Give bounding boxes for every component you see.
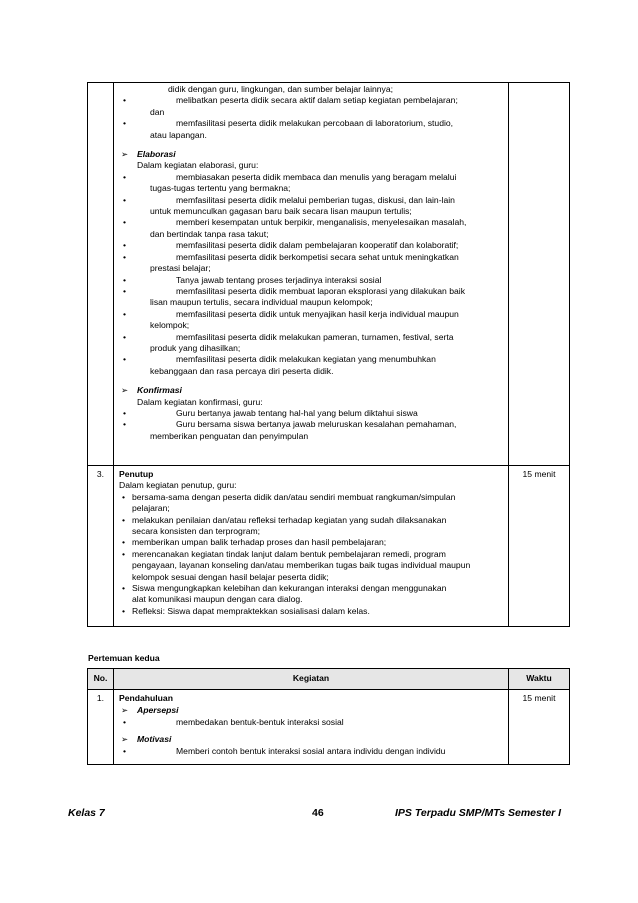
list-item: • Memberi contoh bentuk interaksi sosial antara individu dengan individu xyxy=(119,746,502,757)
pendahuluan-title: Pendahuluan xyxy=(119,693,173,703)
footer-book-title: IPS Terpadu SMP/MTs Semester I xyxy=(395,807,562,819)
waktu-cell: 15 menit xyxy=(509,466,570,627)
list-item: • memfasilitasi peserta didik melakukan kegiatan yang menumbuhkan kebanggaan dan rasa percaya diri peserta didik. xyxy=(119,354,502,377)
list-item: • merencanakan kegiatan tindak lanjut dalam bentuk pembelajaran remedi, program pengayaan, layanan konseling dan/atau memberikan tugas baik tugas individual maupun kelompok sesuai dengan hasil belajar peserta didik; xyxy=(119,549,502,583)
apersepsi-list xyxy=(119,717,502,728)
footer-class-label: Kelas 7 xyxy=(68,807,105,819)
lead-list xyxy=(119,95,502,141)
list-item: • memfasilitasi peserta didik melalui pemberian tugas, diskusi, dan lain-lain untuk memunculkan gagasan baru baik secara lisan maupun tertulis; xyxy=(119,195,502,218)
penutup-title: Penutup xyxy=(119,469,154,479)
list-item: • membiasakan peserta didik membaca dan menulis yang beragam melalui tugas-tugas tertentu yang bermakna; xyxy=(119,172,502,195)
table-row xyxy=(88,83,570,466)
kegiatan-cell xyxy=(114,690,509,765)
list-item: • Guru bertanya jawab tentang hal-hal yang belum diktahui siswa xyxy=(119,408,502,419)
row-number-cell xyxy=(88,83,114,466)
kegiatan-cell xyxy=(114,466,509,627)
list-item: • Refleksi: Siswa dapat mempraktekkan sosialisasi dalam kelas. xyxy=(119,606,502,617)
elaborasi-list xyxy=(119,172,502,377)
apersepsi-heading: ➢ Apersepsi xyxy=(119,705,502,716)
motivasi-list xyxy=(119,746,502,757)
list-item: • Siswa mengungkapkan kelebihan dan kekurangan interaksi dengan menggunakan alat komunikasi maupun dengan cara dialog. xyxy=(119,583,502,606)
continuation-text: didik dengan guru, lingkungan, dan sumber belajar lainnya; xyxy=(168,84,394,94)
list-item: • memfasilitasi peserta didik melakukan percobaan di laboratorium, studio, atau lapangan. xyxy=(119,118,502,141)
row-number-cell: 3. xyxy=(88,466,114,627)
lesson-table-1 xyxy=(87,82,570,627)
konfirmasi-intro: Dalam kegiatan konfirmasi, guru: xyxy=(137,396,263,407)
list-item: • melibatkan peserta didik secara aktif dalam setiap kegiatan pembelajaran; dan xyxy=(119,95,502,118)
list-item: • memfasilitasi peserta didik melakukan pameran, turnamen, festival, serta produk yang dihasilkan; xyxy=(119,332,502,355)
column-header-kegiatan: Kegiatan xyxy=(114,669,509,690)
column-header-waktu: Waktu xyxy=(509,669,570,690)
list-item: • Tanya jawab tentang proses terjadinya interaksi sosial xyxy=(119,275,502,286)
table-header-row xyxy=(88,669,570,690)
row-number-cell: 1. xyxy=(88,690,114,765)
list-item: • memberikan umpan balik terhadap proses dan hasil pembelajaran; xyxy=(119,537,502,548)
list-item: • memfasilitasi peserta didik dalam pembelajaran kooperatif dan kolaboratif; xyxy=(119,240,502,251)
waktu-cell xyxy=(509,83,570,466)
list-item: • bersama-sama dengan peserta didik dan/atau sendiri membuat rangkuman/simpulan pelajaran; xyxy=(119,492,502,515)
column-header-no: No. xyxy=(88,669,114,690)
list-item: • memfasilitasi peserta didik membuat laporan eksplorasi yang dilakukan baik lisan maupun tertulis, secara individual maupun kelompok; xyxy=(119,286,502,309)
list-item: • memfasilitasi peserta didik untuk menyajikan hasil kerja individual maupun kelompok; xyxy=(119,309,502,332)
list-item: • melakukan penilaian dan/atau refleksi terhadap kegiatan yang sudah dilaksanakan secara konsisten dan terprogram; xyxy=(119,515,502,538)
penutup-list xyxy=(119,492,502,617)
konfirmasi-heading: ➢ Konfirmasi xyxy=(119,385,502,396)
elaborasi-intro: Dalam kegiatan elaborasi, guru: xyxy=(137,160,259,171)
konfirmasi-list xyxy=(119,408,502,442)
penutup-intro: Dalam kegiatan penutup, guru: xyxy=(119,480,237,491)
motivasi-heading: ➢ Motivasi xyxy=(119,734,502,745)
list-item: • membedakan bentuk-bentuk interaksi sosial xyxy=(119,717,502,728)
list-item: • memberi kesempatan untuk berpikir, menganalisis, menyelesaikan masalah, dan bertindak tanpa rasa takut; xyxy=(119,217,502,240)
table-row xyxy=(88,690,570,765)
kegiatan-cell xyxy=(114,83,509,466)
waktu-cell: 15 menit xyxy=(509,690,570,765)
list-item: • Guru bersama siswa bertanya jawab meluruskan kesalahan pemahaman, memberikan penguatan dan penyimpulan xyxy=(119,419,502,442)
lesson-table-2 xyxy=(87,668,570,765)
elaborasi-heading: ➢ Elaborasi xyxy=(119,149,502,160)
list-item: • memfasilitasi peserta didik berkompetisi secara sehat untuk meningkatkan prestasi belajar; xyxy=(119,252,502,275)
page-number: 46 xyxy=(312,807,324,819)
section-heading: Pertemuan kedua xyxy=(88,653,160,663)
table-row xyxy=(88,466,570,627)
